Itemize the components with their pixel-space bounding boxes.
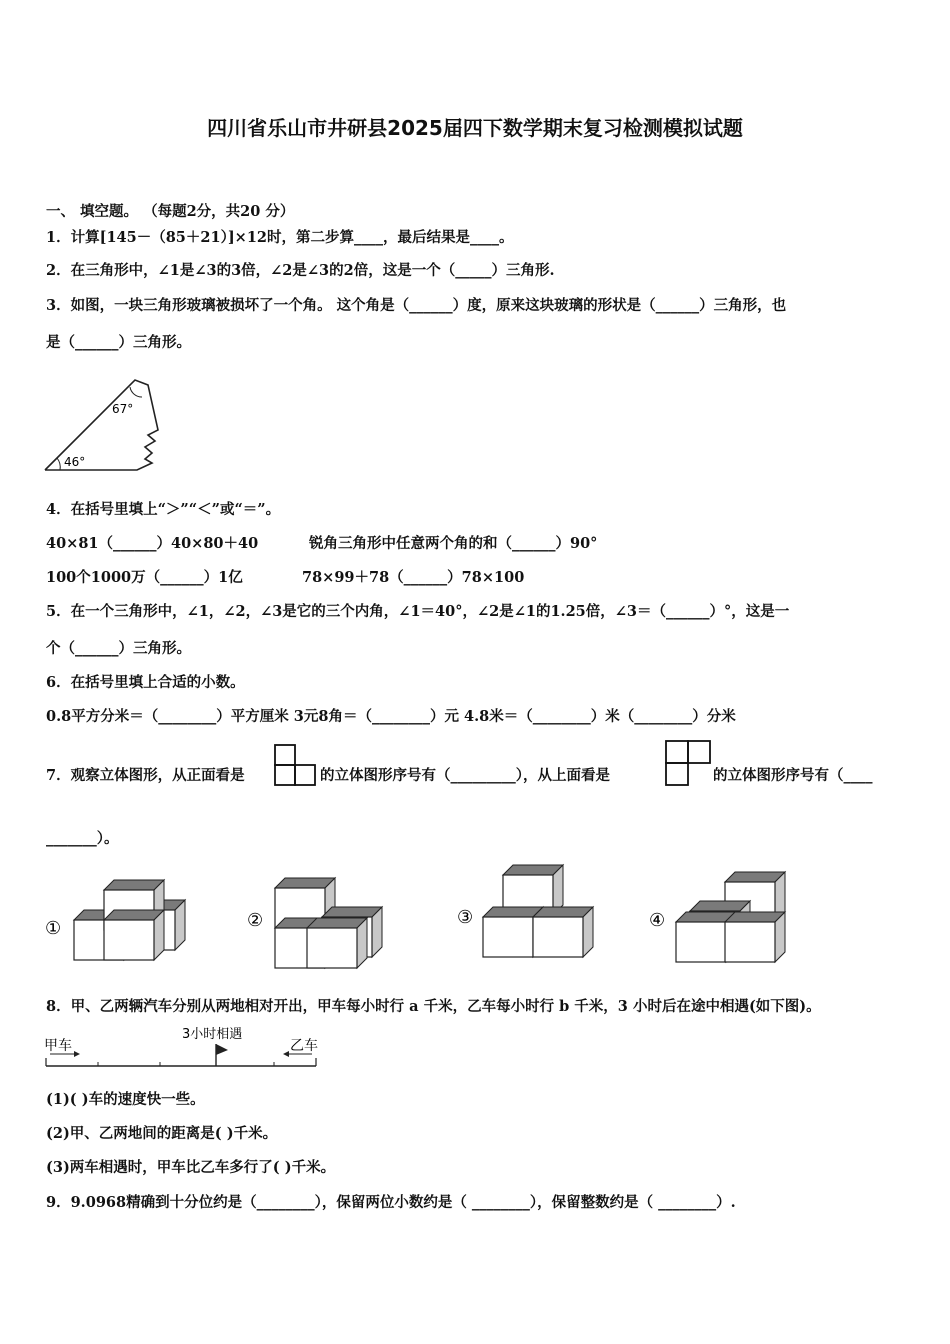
question-5-line1: 5．在一个三角形中，∠1，∠2，∠3是它的三个内角，∠1＝40°，∠2是∠1的1.25倍，∠3＝（______）°，这是一	[46, 603, 790, 620]
question-7-a: 7．观察立体图形，从正面看是	[46, 767, 245, 784]
question-7-c: 的立体图形序号有（____	[713, 767, 873, 784]
question-6-items: 0.8平方分米＝（________）平方厘米 3元8角＝（________）元 4.8米＝（________）米（________）分米	[46, 708, 736, 725]
question-4-c: 100个1000万（______）1亿	[46, 569, 243, 586]
car-b-label: 乙车	[290, 1038, 318, 1054]
question-3-line1: 3．如图，一块三角形玻璃被损坏了一个角。 这个角是（______）度，原来这块玻璃的形状是（______）三角形，也	[46, 297, 787, 314]
figure-3-label: ③	[457, 907, 474, 928]
question-7-b: 的立体图形序号有（_________），从上面看是	[320, 767, 610, 784]
question-2: 2．在三角形中，∠1是∠3的3倍，∠2是∠3的2倍，这是一个（_____）三角形.	[46, 262, 555, 279]
question-8-3: (3)两车相遇时，甲车比乙车多行了( )千米。	[46, 1159, 336, 1176]
question-8-1: (1)( )车的速度快一些。	[46, 1091, 205, 1108]
question-5-line2: 个（______）三角形。	[46, 640, 191, 657]
page-title: 四川省乐山市井研县2025届四下数学期末复习检测模拟试题	[207, 116, 743, 140]
question-6: 6．在括号里填上合适的小数。	[46, 674, 245, 691]
angle-67-label: 67°	[112, 402, 134, 416]
front-view-icon	[274, 744, 318, 786]
figure-4-label: ④	[649, 910, 666, 931]
question-8-2: (2)甲、乙两地间的距离是( )千米。	[46, 1125, 278, 1142]
car-a-label: 甲车	[44, 1038, 72, 1054]
question-9: 9．9.0968精确到十分位约是（________），保留两位小数约是（ ________），保留整数约是（ ________）.	[46, 1194, 736, 1211]
meeting-label: 3小时相遇	[182, 1027, 243, 1042]
question-8: 8．甲、乙两辆汽车分别从两地相对开出，甲车每小时行 a 千米，乙车每小时行 b 千米，3 小时后在途中相遇(如下图)。	[46, 998, 821, 1015]
section-heading: 一、 填空题。 （每题2分，共20 分）	[46, 203, 295, 220]
angle-46-label: 46°	[64, 455, 86, 469]
figure-1-label: ①	[45, 918, 62, 939]
question-4-d: 78×99＋78（______）78×100	[302, 569, 525, 586]
question-7-line2: _______）。	[46, 830, 119, 847]
meeting-diagram	[44, 1024, 334, 1074]
question-4-a: 40×81（______）40×80＋40	[46, 535, 259, 552]
question-3-line2: 是（______）三角形。	[46, 334, 191, 351]
broken-triangle-figure	[40, 375, 170, 475]
question-4-b: 锐角三角形中任意两个角的和（______）90°	[309, 535, 598, 552]
question-4: 4．在括号里填上“＞”“＜”或“＝”。	[46, 501, 281, 518]
figure-2-label: ②	[247, 910, 264, 931]
cube-figures	[40, 860, 800, 970]
question-1: 1．计算[145－（85＋21）]×12时，第二步算____，最后结果是____。	[46, 229, 514, 246]
top-view-icon	[665, 740, 713, 786]
